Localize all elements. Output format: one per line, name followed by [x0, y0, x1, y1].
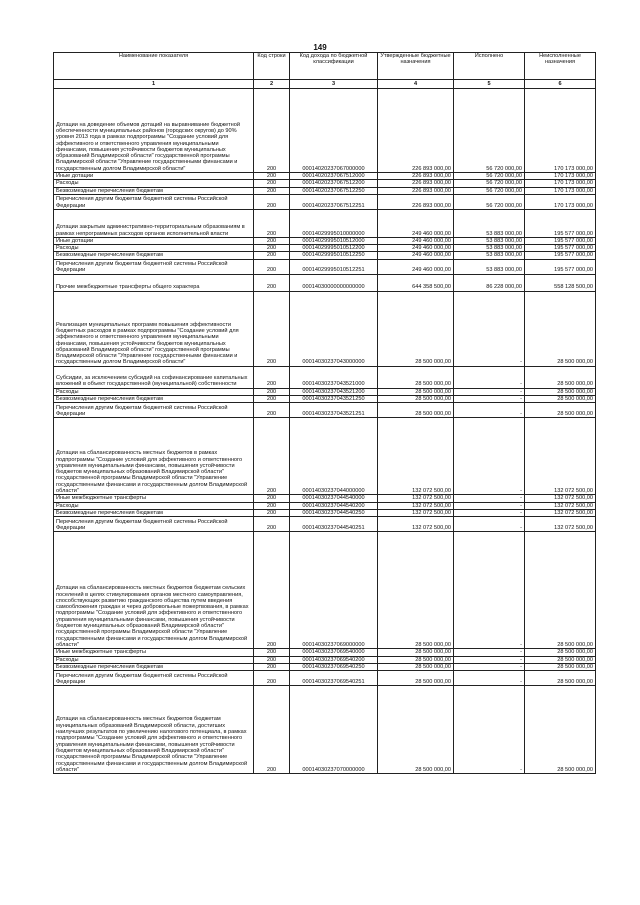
column-number-row — [54, 80, 596, 89]
unexecuted-amount: 28 500 000,00 — [525, 649, 596, 656]
table-row — [54, 418, 596, 495]
line-code: 200 — [254, 502, 290, 509]
indicator-name: Расходы — [54, 245, 254, 252]
income-code: 00014030237043521200 — [290, 388, 378, 395]
table-row — [54, 396, 596, 403]
approved-amount: 132 072 500,00 — [378, 502, 454, 509]
income-code: 00014029995010512251 — [290, 259, 378, 274]
executed-amount: 53 883 000,00 — [454, 237, 525, 244]
line-code: 200 — [254, 396, 290, 403]
column-number: 4 — [378, 80, 454, 89]
unexecuted-amount: 195 577 000,00 — [525, 209, 596, 237]
unexecuted-amount: 170 173 000,00 — [525, 194, 596, 209]
header-row — [54, 53, 596, 80]
page-number: 149 — [313, 43, 327, 52]
executed-amount: - — [454, 663, 525, 670]
table-row — [54, 252, 596, 259]
line-code: 200 — [254, 180, 290, 187]
unexecuted-amount: 28 500 000,00 — [525, 532, 596, 649]
executed-amount: - — [454, 418, 525, 495]
income-code: 00014030237044000000 — [290, 418, 378, 495]
executed-amount: - — [454, 509, 525, 516]
indicator-name: Иные межбюджетные трансферты — [54, 649, 254, 656]
report-table — [53, 52, 596, 774]
income-code: 00014030237044540000 — [290, 495, 378, 502]
indicator-name: Расходы — [54, 388, 254, 395]
executed-amount: - — [454, 671, 525, 686]
executed-amount: 56 720 000,00 — [454, 180, 525, 187]
table-row — [54, 187, 596, 194]
executed-amount: - — [454, 517, 525, 532]
executed-amount: - — [454, 291, 525, 366]
unexecuted-amount: 195 577 000,00 — [525, 237, 596, 244]
unexecuted-amount: 195 577 000,00 — [525, 245, 596, 252]
line-code: 200 — [254, 291, 290, 366]
executed-amount: 56 720 000,00 — [454, 173, 525, 180]
income-code: 00014030237069540251 — [290, 671, 378, 686]
line-code: 200 — [254, 187, 290, 194]
indicator-name: Дотации закрытым административно-территориальным образованиям в рамках непрограммных расходов органов исполнительной власти — [54, 209, 254, 237]
unexecuted-amount: 170 173 000,00 — [525, 89, 596, 173]
table-row — [54, 663, 596, 670]
table-row — [54, 671, 596, 686]
executed-amount: - — [454, 396, 525, 403]
income-code: 00014020237067512250 — [290, 187, 378, 194]
approved-amount: 28 500 000,00 — [378, 663, 454, 670]
table-row — [54, 366, 596, 388]
executed-amount: - — [454, 366, 525, 388]
approved-amount: 28 500 000,00 — [378, 656, 454, 663]
executed-amount: - — [454, 656, 525, 663]
approved-amount: 132 072 500,00 — [378, 517, 454, 532]
unexecuted-amount: 28 500 000,00 — [525, 656, 596, 663]
approved-amount: 226 893 000,00 — [378, 194, 454, 209]
unexecuted-amount: 28 500 000,00 — [525, 388, 596, 395]
line-code: 200 — [254, 173, 290, 180]
approved-amount: 226 893 000,00 — [378, 173, 454, 180]
header-executed: Исполнено — [454, 53, 525, 80]
income-code: 00014020237067000000 — [290, 89, 378, 173]
indicator-name: Перечисления другим бюджетам бюджетной системы Российской Федерации — [54, 194, 254, 209]
approved-amount: 226 893 000,00 — [378, 180, 454, 187]
table-row — [54, 656, 596, 663]
income-code: 00014029995010512000 — [290, 237, 378, 244]
table-row — [54, 509, 596, 516]
executed-amount: - — [454, 502, 525, 509]
executed-amount: - — [454, 388, 525, 395]
line-code: 200 — [254, 252, 290, 259]
executed-amount: 53 883 000,00 — [454, 245, 525, 252]
unexecuted-amount: 558 128 500,00 — [525, 274, 596, 291]
executed-amount: - — [454, 532, 525, 649]
income-code: 00014030237044540251 — [290, 517, 378, 532]
unexecuted-amount: 195 577 000,00 — [525, 252, 596, 259]
income-code: 00014030237069540250 — [290, 663, 378, 670]
approved-amount: 28 500 000,00 — [378, 671, 454, 686]
executed-amount: - — [454, 495, 525, 502]
line-code: 200 — [254, 274, 290, 291]
column-number: 2 — [254, 80, 290, 89]
column-number: 6 — [525, 80, 596, 89]
line-code: 200 — [254, 671, 290, 686]
approved-amount: 132 072 500,00 — [378, 509, 454, 516]
line-code: 200 — [254, 388, 290, 395]
unexecuted-amount: 132 072 500,00 — [525, 517, 596, 532]
indicator-name: Безвозмездные перечисления бюджетам — [54, 509, 254, 516]
indicator-name: Расходы — [54, 656, 254, 663]
table-row — [54, 388, 596, 395]
income-code: 00014030237043521251 — [290, 403, 378, 418]
indicator-name: Дотации на сбалансированность местных бюджетов бюджетам сельских поселений в целях стимулирования органов местного самоуправления, способствующих развитию гражданского общества путем введения самообложения граждан и через добровольные пожертвования, в рамках подпрограммы "Создание условий для эффективного и ответственного управления муниципальными финансами, повышения устойчивости бюджетов муниципальных образований Владимирской области" государственной программы Владимирской области "Управление государственными финансами и государственным долгом Владимирской области" — [54, 532, 254, 649]
income-code: 00014029995010512200 — [290, 245, 378, 252]
executed-amount: 53 883 000,00 — [454, 209, 525, 237]
line-code: 200 — [254, 245, 290, 252]
income-code: 00014030237044540250 — [290, 509, 378, 516]
column-number: 1 — [54, 80, 254, 89]
executed-amount: - — [454, 403, 525, 418]
income-code: 00014030237070000000 — [290, 686, 378, 774]
unexecuted-amount: 195 577 000,00 — [525, 259, 596, 274]
line-code: 200 — [254, 532, 290, 649]
indicator-name: Перечисления другим бюджетам бюджетной системы Российской Федерации — [54, 671, 254, 686]
income-code: 00014030237043000000 — [290, 291, 378, 366]
approved-amount: 28 500 000,00 — [378, 291, 454, 366]
indicator-name: Дотации на доведение объемов дотаций на выравнивание бюджетной обеспеченности муниципальных районов (городских округов) до 90% уровня 2013 года в рамках подпрограммы "Создание условий для эффективного и ответственного управления муниципальными финансами, повышения устойчивости бюджетов муниципальных образований Владимирской области" государственной программы Владимирской области "Управление государственными финансами и государственным долгом Владимирской области" — [54, 89, 254, 173]
approved-amount: 249 460 000,00 — [378, 252, 454, 259]
table-row — [54, 403, 596, 418]
approved-amount: 28 500 000,00 — [378, 388, 454, 395]
income-code: 00014020237067512200 — [290, 180, 378, 187]
approved-amount: 226 893 000,00 — [378, 89, 454, 173]
indicator-name: Перечисления другим бюджетам бюджетной системы Российской Федерации — [54, 517, 254, 532]
unexecuted-amount: 28 500 000,00 — [525, 671, 596, 686]
indicator-name: Безвозмездные перечисления бюджетам — [54, 663, 254, 670]
executed-amount: 53 883 000,00 — [454, 252, 525, 259]
income-code: 00014020237067512000 — [290, 173, 378, 180]
approved-amount: 249 460 000,00 — [378, 259, 454, 274]
income-code: 00014030237043521000 — [290, 366, 378, 388]
unexecuted-amount: 28 500 000,00 — [525, 366, 596, 388]
table-row — [54, 274, 596, 291]
table-row — [54, 532, 596, 649]
approved-amount: 28 500 000,00 — [378, 403, 454, 418]
unexecuted-amount: 170 173 000,00 — [525, 173, 596, 180]
indicator-name: Расходы — [54, 502, 254, 509]
line-code: 200 — [254, 418, 290, 495]
table-row — [54, 517, 596, 532]
executed-amount: 56 720 000,00 — [454, 194, 525, 209]
income-code: 00014020237067512251 — [290, 194, 378, 209]
executed-amount: 56 720 000,00 — [454, 89, 525, 173]
table-row — [54, 180, 596, 187]
column-number: 5 — [454, 80, 525, 89]
approved-amount: 28 500 000,00 — [378, 396, 454, 403]
income-code: 00014029995010512250 — [290, 252, 378, 259]
indicator-name: Безвозмездные перечисления бюджетам — [54, 187, 254, 194]
unexecuted-amount: 28 500 000,00 — [525, 663, 596, 670]
line-code: 200 — [254, 649, 290, 656]
indicator-name: Дотации на сбалансированность местных бюджетов бюджетам муниципальных образований Владимирской области, достигших наилучших результатов по увеличению налогового потенциала, в рамках подпрограммы "Создание условий для эффективного и ответственного управления муниципальными финансами, повышения устойчивости бюджетов муниципальных образований Владимирской области" государственной программы Владимирской области "Управление государственными финансами и государственным долгом Владимирской области" — [54, 686, 254, 774]
unexecuted-amount: 28 500 000,00 — [525, 291, 596, 366]
table-row — [54, 502, 596, 509]
header-line-code: Код строки — [254, 53, 290, 80]
indicator-name: Дотации на сбалансированность местных бюджетов в рамках подпрограммы "Создание условий для эффективного и ответственного управления муниципальными финансами, повышения устойчивости бюджетов муниципальных образований Владимирской области" государственной программы Владимирской области "Управление государственными финансами и государственным долгом Владимирской области" — [54, 418, 254, 495]
indicator-name: Иные дотации — [54, 237, 254, 244]
line-code: 200 — [254, 237, 290, 244]
table-row — [54, 89, 596, 173]
table-row — [54, 209, 596, 237]
table-row — [54, 259, 596, 274]
executed-amount: 53 883 000,00 — [454, 259, 525, 274]
table-row — [54, 291, 596, 366]
table-row — [54, 686, 596, 774]
unexecuted-amount: 28 500 000,00 — [525, 403, 596, 418]
line-code: 200 — [254, 495, 290, 502]
line-code: 200 — [254, 656, 290, 663]
income-code: 00014030237069540200 — [290, 656, 378, 663]
approved-amount: 28 500 000,00 — [378, 649, 454, 656]
executed-amount: - — [454, 649, 525, 656]
unexecuted-amount: 132 072 500,00 — [525, 509, 596, 516]
income-code: 00014030237043521250 — [290, 396, 378, 403]
line-code: 200 — [254, 509, 290, 516]
approved-amount: 249 460 000,00 — [378, 237, 454, 244]
unexecuted-amount: 28 500 000,00 — [525, 686, 596, 774]
table-row — [54, 194, 596, 209]
table-row — [54, 173, 596, 180]
income-code: 00014030000000000000 — [290, 274, 378, 291]
unexecuted-amount: 170 173 000,00 — [525, 180, 596, 187]
header-unexecuted: Неисполненные назначения — [525, 53, 596, 80]
line-code: 200 — [254, 89, 290, 173]
approved-amount: 226 893 000,00 — [378, 187, 454, 194]
approved-amount: 644 358 500,00 — [378, 274, 454, 291]
executed-amount: - — [454, 686, 525, 774]
income-code: 00014030237044540200 — [290, 502, 378, 509]
indicator-name: Иные дотации — [54, 173, 254, 180]
line-code: 200 — [254, 209, 290, 237]
indicator-name: Перечисления другим бюджетам бюджетной системы Российской Федерации — [54, 403, 254, 418]
unexecuted-amount: 28 500 000,00 — [525, 396, 596, 403]
approved-amount: 28 500 000,00 — [378, 366, 454, 388]
indicator-name: Иные межбюджетные трансферты — [54, 495, 254, 502]
approved-amount: 132 072 500,00 — [378, 418, 454, 495]
table-row — [54, 237, 596, 244]
approved-amount: 28 500 000,00 — [378, 532, 454, 649]
indicator-name: Безвозмездные перечисления бюджетам — [54, 252, 254, 259]
header-income-code: Код дохода по бюджетной классификации — [290, 53, 378, 80]
line-code: 200 — [254, 403, 290, 418]
table-row — [54, 649, 596, 656]
income-code: 00014030237069000000 — [290, 532, 378, 649]
indicator-name: Расходы — [54, 180, 254, 187]
unexecuted-amount: 170 173 000,00 — [525, 187, 596, 194]
line-code: 200 — [254, 686, 290, 774]
line-code: 200 — [254, 663, 290, 670]
approved-amount: 28 500 000,00 — [378, 686, 454, 774]
approved-amount: 249 460 000,00 — [378, 209, 454, 237]
table-row — [54, 495, 596, 502]
approved-amount: 249 460 000,00 — [378, 245, 454, 252]
unexecuted-amount: 132 072 500,00 — [525, 495, 596, 502]
line-code: 200 — [254, 366, 290, 388]
column-number: 3 — [290, 80, 378, 89]
indicator-name: Безвозмездные перечисления бюджетам — [54, 396, 254, 403]
indicator-name: Субсидии, за исключением субсидий на софинансирование капитальных вложений в объект государственной (муниципальной) собственности — [54, 366, 254, 388]
indicator-name: Реализация муниципальных программ повышения эффективности бюджетных расходов в рамках подпрограммы "Создание условий для эффективного и ответственного управления муниципальными финансами, повышения устойчивости бюджетов муниципальных образований Владимирской области" государственной программы Владимирской области "Управление государственными финансами и государственным долгом Владимирской области" — [54, 291, 254, 366]
income-code: 00014030237069540000 — [290, 649, 378, 656]
header-approved: Утвержденные бюджетные назначения — [378, 53, 454, 80]
indicator-name: Прочие межбюджетные трансферты общего характера — [54, 274, 254, 291]
unexecuted-amount: 132 072 500,00 — [525, 418, 596, 495]
header-indicator-name: Наименование показателя — [54, 53, 254, 80]
income-code: 00014029995010000000 — [290, 209, 378, 237]
line-code: 200 — [254, 194, 290, 209]
unexecuted-amount: 132 072 500,00 — [525, 502, 596, 509]
executed-amount: 86 228 000,00 — [454, 274, 525, 291]
table-row — [54, 245, 596, 252]
indicator-name: Перечисления другим бюджетам бюджетной системы Российской Федерации — [54, 259, 254, 274]
approved-amount: 132 072 500,00 — [378, 495, 454, 502]
executed-amount: 56 720 000,00 — [454, 187, 525, 194]
line-code: 200 — [254, 259, 290, 274]
line-code: 200 — [254, 517, 290, 532]
